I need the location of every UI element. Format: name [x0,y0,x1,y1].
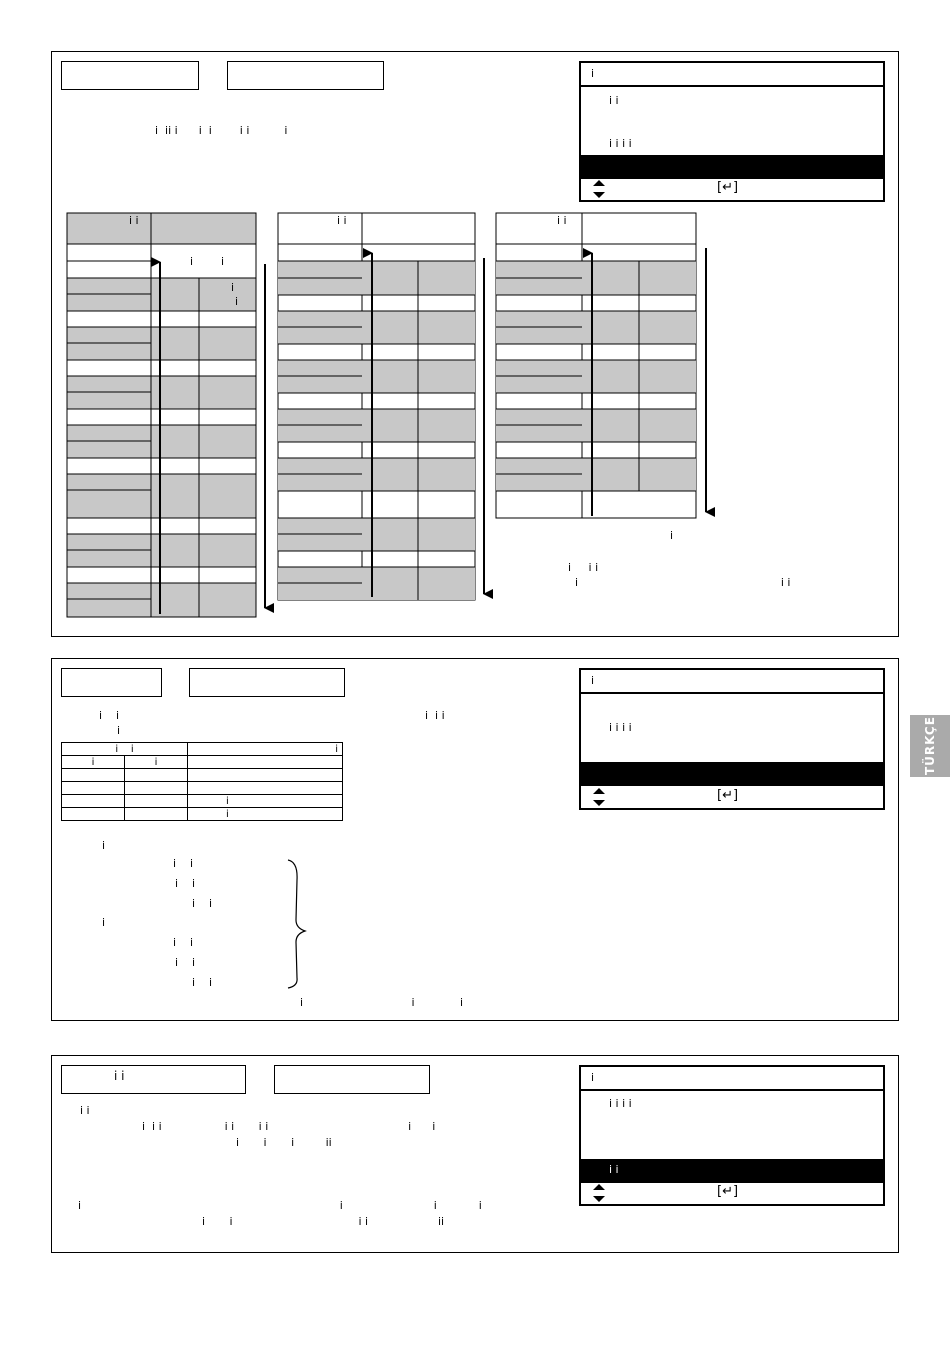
list-item: i i [192,897,213,910]
lcd-header: i [581,63,883,87]
enter-key-label: [↵] [717,788,739,803]
table-cell [125,808,188,821]
lcd-line: i i i i [609,137,632,150]
section-3-value-box [274,1065,430,1094]
lcd-footer [581,784,883,808]
table-cell: i [188,808,343,821]
lcd-selected-line: i i [581,1159,883,1183]
updown-arrow-icon [589,786,609,808]
section-2-table [61,742,343,821]
list-item: i i [173,936,194,949]
enter-key-label: [↵] [717,180,739,195]
list-item: i i [175,956,196,969]
table-a-cell: i [235,295,239,308]
lcd-footer [581,1180,883,1204]
table-a-cell: i [231,281,235,294]
list-heading: i [102,916,106,929]
section-3-text: i i [80,1104,90,1117]
lcd-header: i [581,670,883,694]
section-1-note: i i i [575,576,791,589]
section-1-note: i [670,529,674,542]
section-1-description: i ii i i i i i i [155,124,288,137]
section-2-text: i i [99,709,120,722]
lcd-selected-line [581,762,883,786]
section-2-text: i i i [425,709,445,722]
table-b [278,213,475,600]
lcd-header: i [581,1067,883,1091]
table-cell [62,795,125,808]
table-cell: i [188,795,343,808]
list-heading: i [102,839,106,852]
lcd-line: i i i i [609,1097,632,1110]
section-1-note: i i i [568,561,599,574]
updown-arrow-icon [589,1182,609,1204]
section-2-title-box [61,668,162,697]
table-cell [188,769,343,782]
table-cell: i [62,756,125,769]
section-2-lcd-display [579,668,885,810]
table-a [67,213,256,617]
section-2-footer-text: i i i [300,996,464,1009]
section-3-text: i i i i ii [202,1215,445,1228]
table-a-header: i i [129,214,139,227]
table-a-cell: i i [190,255,225,268]
table-cell [62,808,125,821]
table-c [496,213,696,518]
table-cell [188,756,343,769]
lcd-line: i i i i [609,721,632,734]
table-cell: i [125,756,188,769]
table-b-header: i i [337,214,347,227]
table-cell [125,782,188,795]
table-cell [62,782,125,795]
language-tab: TÜRKÇE [910,715,950,777]
section-3-text: i i i i [78,1199,482,1212]
table-c-header: i i [557,214,567,227]
section-2-value-box [189,668,345,697]
section-3-text: i i i ii [236,1136,332,1149]
table-cell [125,769,188,782]
list-item: i i [173,857,194,870]
section-1-diagram [0,0,950,640]
lcd-line: i i [609,94,619,107]
table-header: i [188,743,343,756]
table-cell [125,795,188,808]
section-3-text: i i i i i i i i i [142,1120,436,1133]
list-item: i i [192,976,213,989]
table-cell [188,782,343,795]
section-3-title-box: i i [61,1065,246,1094]
enter-key-label: [↵] [717,1184,739,1199]
table-cell [62,769,125,782]
table-header: i i [62,743,188,756]
section-3-lcd-display [579,1065,885,1206]
list-item: i i [175,877,196,890]
section-2-text: i [117,724,121,737]
